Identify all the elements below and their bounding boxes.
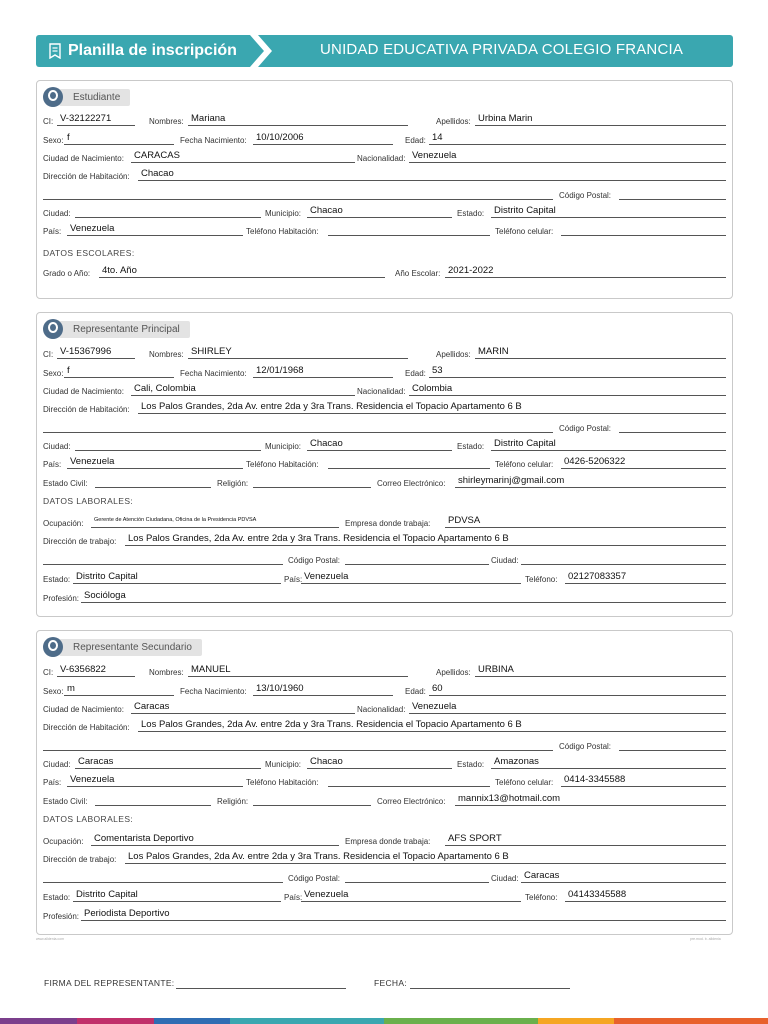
pais-label: País: [43,778,62,787]
ciudad-nacimiento-label: Ciudad de Nacimiento: [43,154,124,163]
profesion-label: Profesión: [43,594,80,603]
profesion-field[interactable]: Socióloga [81,589,726,603]
sexo-field[interactable]: f [64,131,174,145]
nombres-field[interactable]: SHIRLEY [188,345,408,359]
direccion-label: Dirección de Habitación: [43,723,130,732]
form-row [43,455,726,469]
ci-field[interactable]: V-6356822 [57,663,135,677]
nombres-field[interactable]: Mariana [188,112,408,126]
empresa-label: Empresa donde trabaja: [345,519,431,528]
estado-field[interactable]: Distrito Capital [491,437,726,451]
ci-label: CI: [43,350,54,359]
date-line[interactable] [410,975,570,989]
title-text: Planilla de inscripción [68,42,237,59]
nacionalidad-label: Nacionalidad: [357,387,406,396]
form-row [43,364,726,378]
ciudad-nacimiento-field[interactable]: CARACAS [131,149,355,163]
telefono-celular-label: Teléfono celular: [495,227,554,236]
codigo-postal-label: Código Postal: [559,742,612,751]
section-badge-label: Representante Secundario [59,639,202,656]
form-row [43,700,726,714]
form-row [43,474,726,488]
sexo-label: Sexo: [43,687,64,696]
municipio-label: Municipio: [265,760,302,769]
form-row [43,167,726,181]
user-avatar-icon [43,637,63,657]
grado-field[interactable]: 4to. Año [99,264,385,278]
trabajo-estado-label: Estado: [43,893,71,902]
direccion-trabajo-2-field[interactable] [43,551,283,565]
telefono-habitacion-label: Teléfono Habitación: [246,460,319,469]
ci-label: CI: [43,668,54,677]
trabajo-estado-field[interactable]: Distrito Capital [73,888,281,902]
apellidos-label: Apellidos: [436,117,471,126]
ci-field[interactable]: V-32122271 [57,112,135,126]
municipio-field[interactable]: Chacao [307,437,452,451]
strip-segment [461,1018,538,1024]
correo-field[interactable]: shirleymarinj@gmail.com [455,474,726,488]
section-badge [43,319,190,339]
ciudad-nacimiento-field[interactable]: Cali, Colombia [131,382,355,396]
direccion-2-field[interactable] [43,186,553,200]
anio-escolar-field[interactable]: 2021-2022 [445,264,726,278]
form-row [43,400,726,414]
ciudad-field[interactable] [75,204,261,218]
ciudad-field[interactable] [75,437,261,451]
sexo-field[interactable]: f [64,364,174,378]
ocupacion-label: Ocupación: [43,837,84,846]
estado-label: Estado: [457,209,485,218]
ciudad-nacimiento-label: Ciudad de Nacimiento: [43,705,124,714]
form-row [43,869,726,883]
section-representante-secundario [36,630,733,935]
form-row [43,737,726,751]
strip-segment [154,1018,231,1024]
nacionalidad-label: Nacionalidad: [357,705,406,714]
date-label: FECHA: [374,978,407,988]
ciudad-label: Ciudad: [43,442,71,451]
trabajo-pais-field[interactable]: Venezuela [301,570,521,584]
form-row [43,264,726,278]
form-row [43,832,726,846]
telefono-field[interactable]: 04143345588 [565,888,726,902]
direccion-trabajo-label: Dirección de trabajo: [43,537,117,546]
form-row [43,204,726,218]
codigo-postal-label: Código Postal: [559,191,612,200]
ocupacion-field[interactable]: Gerente de Atención Ciudadana, Oficina de la Presidencia PDVSA [91,514,339,528]
nacionalidad-field[interactable]: Colombia [409,382,726,396]
ciudad-field[interactable]: Caracas [75,755,261,769]
nacionalidad-label: Nacionalidad: [357,154,406,163]
pais-field[interactable]: Venezuela [67,222,243,236]
telefono-field[interactable]: 02127083357 [565,570,726,584]
religion-label: Religión: [217,479,249,488]
strip-segment [230,1018,307,1024]
form-row [43,532,726,546]
telefono-celular-field[interactable]: 0426-5206322 [561,455,726,469]
estado-civil-label: Estado Civil: [43,479,88,488]
form-row [43,514,726,528]
form-row [43,850,726,864]
religion-field[interactable] [253,474,371,488]
form-row [43,755,726,769]
edad-label: Edad: [405,136,426,145]
telefono-habitacion-label: Teléfono Habitación: [246,778,319,787]
estado-label: Estado: [457,442,485,451]
school-name: UNIDAD EDUCATIVA PRIVADA COLEGIO FRANCIA [320,41,684,58]
signature-line[interactable] [176,975,346,989]
strip-segment [538,1018,615,1024]
form-row [43,149,726,163]
ci-field[interactable]: V-15367996 [57,345,135,359]
trabajo-pais-label: País: [284,575,303,584]
form-row [43,186,726,200]
form-row [43,773,726,787]
form-row [43,589,726,603]
bookmark-form-icon [48,43,62,59]
anio-escolar-label: Año Escolar: [395,269,441,278]
strip-segment [614,1018,691,1024]
telefono-habitacion-field[interactable] [328,222,490,236]
grado-label: Grado o Año: [43,269,91,278]
edad-field[interactable]: 14 [429,131,726,145]
telefono-celular-label: Teléfono celular: [495,460,554,469]
form-row [43,663,726,677]
empresa-label: Empresa donde trabaja: [345,837,431,846]
nombres-label: Nombres: [149,668,184,677]
form-row [43,907,726,921]
datos-escolares-heading: DATOS ESCOLARES: [43,248,135,258]
trabajo-ciudad-label: Ciudad: [491,874,519,883]
codigo-postal-field[interactable] [619,419,726,433]
user-avatar-icon [43,87,63,107]
footer-left-note: www.alldenia.com [36,937,65,941]
form-row [43,792,726,806]
form-row [43,888,726,902]
apellidos-field[interactable]: MARIN [475,345,726,359]
direccion-field[interactable]: Los Palos Grandes, 2da Av. entre 2da y 3ra Trans. Residencia el Topacio Apartamento 6 B [138,400,726,414]
nacionalidad-field[interactable]: Venezuela [409,149,726,163]
profesion-field[interactable]: Periodista Deportivo [81,907,726,921]
fecha-nacimiento-label: Fecha Nacimiento: [180,136,247,145]
fecha-nacimiento-field[interactable]: 10/10/2006 [253,131,393,145]
datos-laborales-heading: DATOS LABORALES: [43,814,134,824]
telefono-habitacion-field[interactable] [328,773,490,787]
signature-label: FIRMA DEL REPRESENTANTE: [44,978,175,988]
sexo-label: Sexo: [43,136,64,145]
form-row [43,345,726,359]
ciudad-nacimiento-label: Ciudad de Nacimiento: [43,387,124,396]
trabajo-ciudad-field[interactable]: Caracas [521,869,726,883]
chevron-divider-icon [250,35,276,67]
telefono-habitacion-field[interactable] [328,455,490,469]
ci-label: CI: [43,117,54,126]
direccion-trabajo-field[interactable]: Los Palos Grandes, 2da Av. entre 2da y 3ra Trans. Residencia el Topacio Apartamento 6 B [125,850,726,864]
estado-civil-label: Estado Civil: [43,797,88,806]
sexo-field[interactable]: m [64,682,174,696]
telefono-label: Teléfono: [525,893,558,902]
trabajo-pais-label: País: [284,893,303,902]
direccion-trabajo-field[interactable]: Los Palos Grandes, 2da Av. entre 2da y 3ra Trans. Residencia el Topacio Apartamento 6 B [125,532,726,546]
form-row [43,222,726,236]
section-estudiante [36,80,733,299]
form-row [43,718,726,732]
direccion-2-field[interactable] [43,419,553,433]
direccion-trabajo-2-field[interactable] [43,869,283,883]
apellidos-field[interactable]: Urbina Marin [475,112,726,126]
estado-civil-field[interactable] [95,792,211,806]
form-row [43,419,726,433]
datos-laborales-heading: DATOS LABORALES: [43,496,134,506]
edad-label: Edad: [405,369,426,378]
fecha-nacimiento-label: Fecha Nacimiento: [180,687,247,696]
strip-segment [0,1018,77,1024]
apellidos-label: Apellidos: [436,350,471,359]
correo-label: Correo Electrónico: [377,479,446,488]
section-badge [43,637,202,657]
edad-field[interactable]: 53 [429,364,726,378]
codigo-postal-field[interactable] [619,186,726,200]
trabajo-ciudad-field[interactable] [521,551,726,565]
trabajo-pais-field[interactable]: Venezuela [301,888,521,902]
form-row [43,382,726,396]
fecha-nacimiento-field[interactable]: 13/10/1960 [253,682,393,696]
user-avatar-icon [43,319,63,339]
trabajo-codigo-postal-field[interactable] [345,869,489,883]
correo-field[interactable]: mannix13@hotmail.com [455,792,726,806]
section-badge-label: Estudiante [59,89,130,106]
direccion-label: Dirección de Habitación: [43,405,130,414]
direccion-trabajo-label: Dirección de trabajo: [43,855,117,864]
section-representante-principal [36,312,733,617]
pais-label: País: [43,460,62,469]
pais-field[interactable]: Venezuela [67,455,243,469]
edad-field[interactable]: 60 [429,682,726,696]
nombres-label: Nombres: [149,117,184,126]
form-header [36,35,733,67]
estado-label: Estado: [457,760,485,769]
telefono-celular-field[interactable]: 0414-3345588 [561,773,726,787]
trabajo-estado-label: Estado: [43,575,71,584]
color-strip [0,1018,768,1024]
empresa-field[interactable]: PDVSA [445,514,726,528]
form-row [43,570,726,584]
estado-civil-field[interactable] [95,474,211,488]
pais-field[interactable]: Venezuela [67,773,243,787]
direccion-label: Dirección de Habitación: [43,172,130,181]
direccion-field[interactable]: Los Palos Grandes, 2da Av. entre 2da y 3ra Trans. Residencia el Topacio Apartamento 6 B [138,718,726,732]
edad-label: Edad: [405,687,426,696]
telefono-celular-field[interactable] [561,222,726,236]
municipio-field[interactable]: Chacao [307,755,452,769]
empresa-field[interactable]: AFS SPORT [445,832,726,846]
ocupacion-label: Ocupación: [43,519,84,528]
trabajo-codigo-postal-label: Código Postal: [288,556,341,565]
form-row [43,112,726,126]
direccion-field[interactable]: Chacao [138,167,726,181]
apellidos-field[interactable]: URBINA [475,663,726,677]
sexo-label: Sexo: [43,369,64,378]
direccion-2-field[interactable] [43,737,553,751]
nacionalidad-field[interactable]: Venezuela [409,700,726,714]
apellidos-label: Apellidos: [436,668,471,677]
ocupacion-field[interactable]: Comentarista Deportivo [91,832,339,846]
form-row [43,131,726,145]
pais-label: País: [43,227,62,236]
nombres-field[interactable]: MANUEL [188,663,408,677]
religion-label: Religión: [217,797,249,806]
trabajo-estado-field[interactable]: Distrito Capital [73,570,281,584]
ciudad-nacimiento-field[interactable]: Caracas [131,700,355,714]
section-badge-label: Representante Principal [59,321,190,338]
strip-segment [77,1018,154,1024]
telefono-habitacion-label: Teléfono Habitación: [246,227,319,236]
codigo-postal-label: Código Postal: [559,424,612,433]
form-row [43,682,726,696]
section-badge [43,87,130,107]
telefono-celular-label: Teléfono celular: [495,778,554,787]
strip-segment [691,1018,768,1024]
religion-field[interactable] [253,792,371,806]
correo-label: Correo Electrónico: [377,797,446,806]
strip-segment [307,1018,384,1024]
ciudad-label: Ciudad: [43,209,71,218]
municipio-field[interactable]: Chacao [307,204,452,218]
form-row [43,551,726,565]
municipio-label: Municipio: [265,209,302,218]
fecha-nacimiento-field[interactable]: 12/01/1968 [253,364,393,378]
telefono-label: Teléfono: [525,575,558,584]
estado-field[interactable]: Distrito Capital [491,204,726,218]
fecha-nacimiento-label: Fecha Nacimiento: [180,369,247,378]
footer-right-note: pre.mod. b. alldenia [690,937,721,941]
ciudad-label: Ciudad: [43,760,71,769]
municipio-label: Municipio: [265,442,302,451]
trabajo-codigo-postal-field[interactable] [345,551,489,565]
strip-segment [384,1018,461,1024]
profesion-label: Profesión: [43,912,80,921]
trabajo-codigo-postal-label: Código Postal: [288,874,341,883]
trabajo-ciudad-label: Ciudad: [491,556,519,565]
codigo-postal-field[interactable] [619,737,726,751]
form-row [43,437,726,451]
estado-field[interactable]: Amazonas [491,755,726,769]
nombres-label: Nombres: [149,350,184,359]
form-title [36,35,258,67]
